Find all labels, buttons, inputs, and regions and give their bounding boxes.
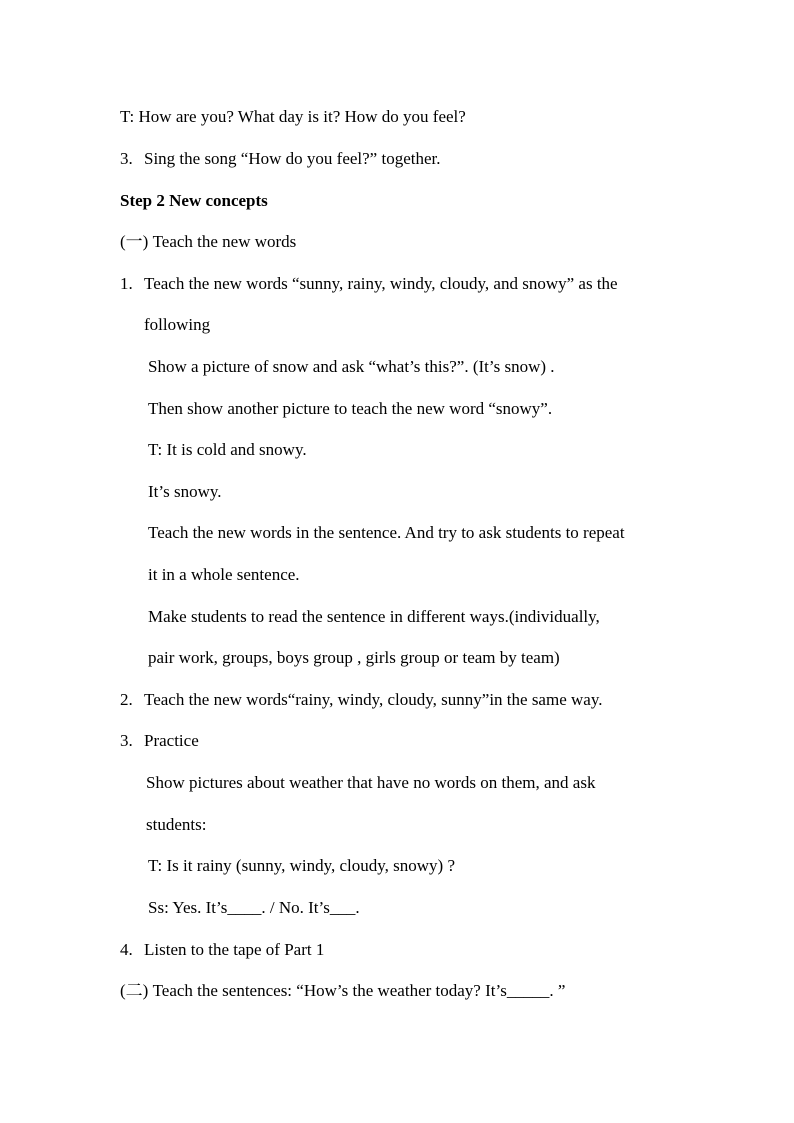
greeting-line: T: How are you? What day is it? How do you feel?	[120, 107, 466, 126]
list-item-1-continuation: following	[144, 315, 211, 334]
list-item-text: Teach the new words“rainy, windy, cloudy, sunny”in the same way.	[144, 690, 603, 709]
dialogue-line: It’s snowy.	[148, 482, 222, 501]
list-item-text: Sing the song “How do you feel?” together.	[144, 149, 441, 168]
instruction-line: Show pictures about weather that have no words on them, and ask	[146, 773, 596, 792]
dialogue-line: T: Is it rainy (sunny, windy, cloudy, snowy) ?	[148, 856, 455, 875]
instruction-line: Make students to read the sentence in different ways.(individually,	[148, 607, 600, 626]
dialogue-line: Ss: Yes. It’s____. / No. It’s___.	[148, 898, 360, 917]
part1-heading: (一) Teach the new words	[120, 232, 297, 251]
instruction-line: Show a picture of snow and ask “what’s this?”. (It’s snow) .	[148, 357, 555, 376]
list-item-sing	[120, 149, 441, 169]
instruction-line: Teach the new words in the sentence. And try to ask students to repeat	[148, 523, 625, 542]
part2-heading: (二) Teach the sentences: “How’s the weather today? It’s_____. ”	[120, 981, 566, 1000]
list-number: 3.	[120, 731, 133, 750]
list-item-1	[120, 274, 618, 294]
instruction-line: pair work, groups, boys group , girls group or team by team)	[148, 648, 560, 667]
list-item-2	[120, 690, 602, 710]
list-item-text: Practice	[144, 731, 199, 750]
list-number: 1.	[120, 274, 133, 293]
list-item-text: Teach the new words “sunny, rainy, windy, cloudy, and snowy” as the	[144, 274, 618, 293]
list-number: 4.	[120, 940, 133, 959]
list-item-4	[120, 940, 324, 960]
instruction-line: students:	[146, 815, 207, 834]
list-number: 2.	[120, 690, 133, 709]
step2-heading: Step 2 New concepts	[120, 191, 268, 210]
list-item-3	[120, 731, 199, 751]
instruction-line: it in a whole sentence.	[148, 565, 300, 584]
list-number: 3.	[120, 149, 133, 168]
instruction-line: Then show another picture to teach the new word “snowy”.	[148, 399, 553, 418]
list-item-text: Listen to the tape of Part 1	[144, 940, 325, 959]
dialogue-line: T: It is cold and snowy.	[148, 440, 307, 459]
